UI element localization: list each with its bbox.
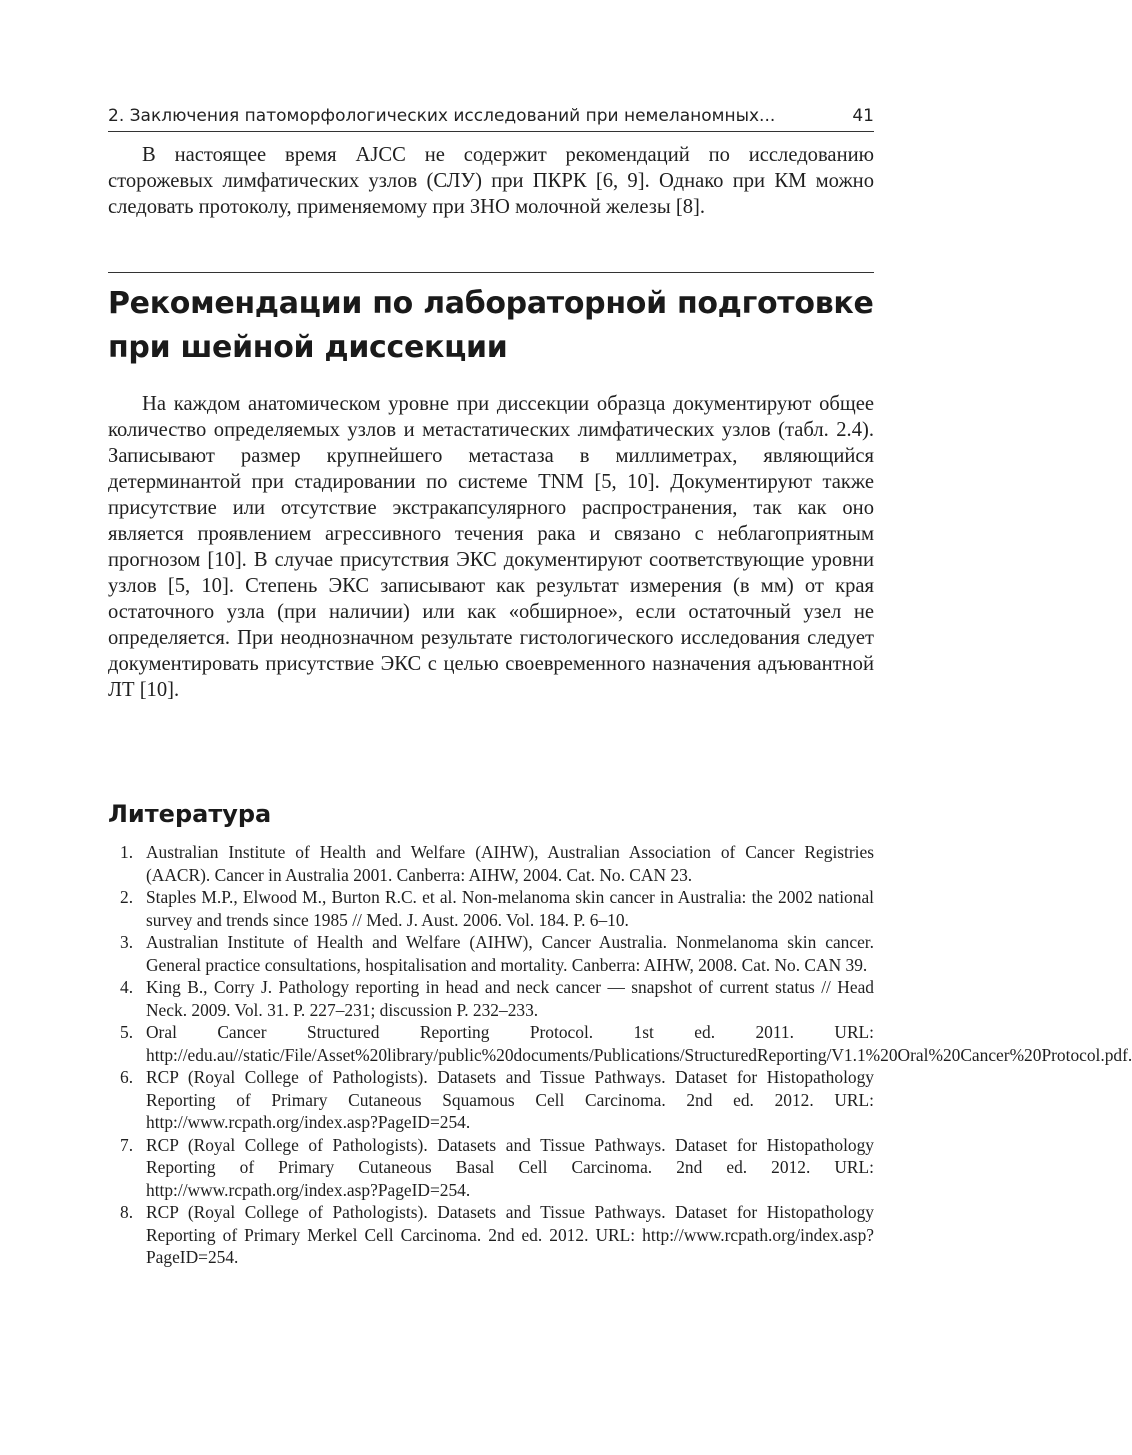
literature-title: Литература <box>108 800 272 828</box>
reference-number: 5. <box>120 1022 134 1042</box>
reference-number: 2. <box>120 887 134 907</box>
reference-item <box>108 931 874 976</box>
header-divider <box>108 131 874 132</box>
reference-number: 7. <box>120 1134 134 1155</box>
reference-item <box>108 1066 874 1134</box>
reference-text: Australian Institute of Health and Welfare (AIHW), Australian Association of Cancer Registries (AACR). Cancer in Australia 2001. Canberra: AIHW, 2004. Cat. No. CAN 23. <box>146 842 874 885</box>
section-title: Рекомендации по лабораторной подготовке при шейной диссекции <box>108 286 874 365</box>
running-header <box>108 100 874 130</box>
reference-text: Oral Cancer Structured Reporting Protocol. 1st ed. 2011. URL: http://edu.au//static/File/Asset%20library/public%20documents/Publications/StructuredReporting/V1.1%20Oral%20Cancer%20Protocol.pdf. <box>146 1022 1132 1065</box>
reference-item <box>108 841 874 886</box>
reference-item <box>108 886 874 931</box>
reference-number: 4. <box>120 977 134 997</box>
reference-text: Staples M.P., Elwood M., Burton R.C. et al. Non-melanoma skin cancer in Australia: the 2002 national survey and trends since 1985 // Med. J. Aust. 2006. Vol. 184. P. 6–10. <box>146 887 874 930</box>
reference-text: RCP (Royal College of Pathologists). Datasets and Tissue Pathways. Dataset for Histopathology Reporting of Primary Merkel Cell Carcinoma. 2nd ed. 2012. URL: http://www.rcpath.org/index.asp?PageID=254. <box>146 1202 874 1267</box>
section-divider <box>108 272 874 273</box>
reference-text: Australian Institute of Health and Welfare (AIHW), Cancer Australia. Nonmelanoma skin cancer. General practice consultations, hospitalisation and mortality. Canberra: AIHW, 2008. Cat. No. CAN 39. <box>146 932 874 975</box>
reference-item <box>108 1021 1132 1066</box>
reference-item <box>108 1201 874 1269</box>
running-header-title: 2. Заключения патоморфологических исследований при немеланомных... <box>108 106 776 126</box>
page-number: 41 <box>852 106 874 126</box>
reference-item <box>108 976 874 1021</box>
reference-number: 1. <box>120 842 134 862</box>
reference-number: 8. <box>120 1202 134 1222</box>
reference-number: 3. <box>120 932 134 952</box>
reference-number: 6. <box>120 1067 134 1087</box>
reference-text: RCP (Royal College of Pathologists). Datasets and Tissue Pathways. Dataset for Histopathology Reporting of Primary Cutaneous Squamous Cell Carcinoma. 2nd ed. 2012. URL: http://www.rcpath.org/index.asp?PageID=254. <box>146 1067 874 1132</box>
section-body-paragraph: На каждом анатомическом уровне при диссекции образца документируют общее количество определяемых узлов и метастатических лимфатических узлов (табл. 2.4). Записывают размер крупнейшего метастаза в миллиметрах, являющийся детерминантой при стадировании по системе TNM [5, 10]. Документируют также присутствие или отсутствие экстракапсулярного распространения, так как оно является проявлением агрессивного течения рака и связано с неблагоприятным прогнозом [10]. В случае присутствия ЭКС документируют соответствующие уровни узлов [5, 10]. Степень ЭКС записывают как результат измерения (в мм) от края остаточного узла (при наличии) или как «обширное», если остаточный узел не определяется. При неоднозначном результате гистологического исследования следует документировать присутствие ЭКС с целью своевременного назначения адъювантной ЛТ [10]. <box>108 393 874 701</box>
reference-text: RCP (Royal College of Pathologists). Datasets and Tissue Pathways. Dataset for Histopathology Reporting of Primary Cutaneous Basal Cell Carcinoma. 2nd ed. 2012. URL: http://www.rcpath.org/index.asp?PageID=254. <box>146 1134 874 1200</box>
reference-item <box>108 1134 874 1202</box>
reference-text: King B., Corry J. Pathology reporting in head and neck cancer — snapshot of current status // Head Neck. 2009. Vol. 31. P. 227–231; discussion P. 232–233. <box>146 977 874 1020</box>
intro-paragraph: В настоящее время AJCC не содержит рекомендаций по исследованию сторожевых лимфатических узлов (СЛУ) при ПКРК [6, 9]. Однако при КМ можно следовать протоколу, применяемому при ЗНО молочной железы [8]. <box>108 144 874 218</box>
reference-list <box>108 841 1132 1269</box>
